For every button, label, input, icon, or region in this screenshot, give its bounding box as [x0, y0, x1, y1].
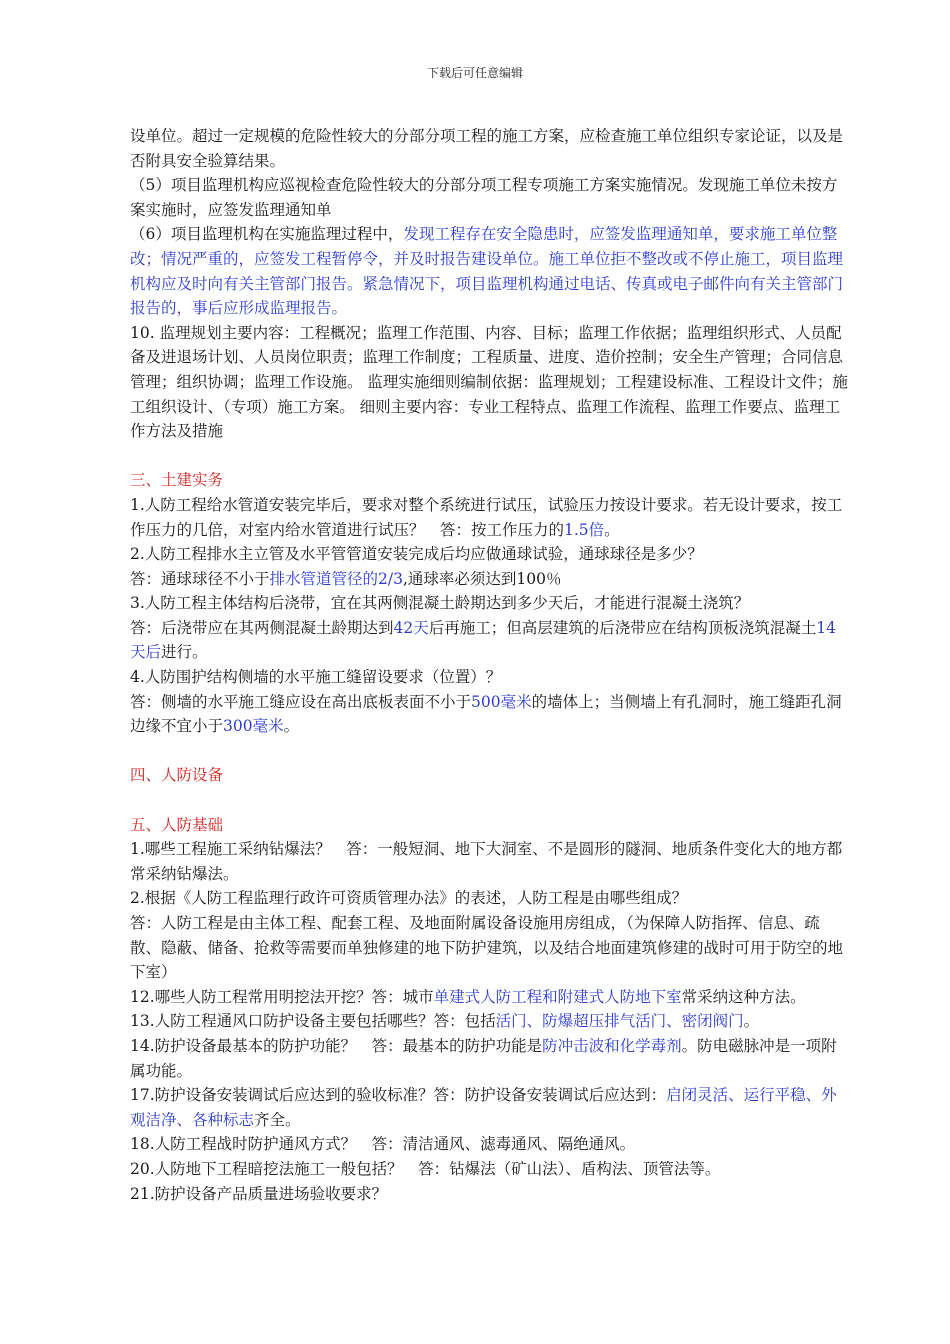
text: 17.防护设备安装调试后应达到的验收标准？答：防护设备安装调试后应达到：	[130, 1086, 667, 1105]
paragraph-item-5: （5）项目监理机构应巡视检查危险性较大的分部分项工程专项施工方案实施情况。发现施工单位未按方案实施时，应签发监理通知单	[130, 176, 838, 219]
basics-item-18: 18.人防工程战时防护通风方式？ 答：清洁通风、滤毒通风、隔绝通风。	[130, 1135, 636, 1154]
document-body	[130, 124, 850, 1206]
basics-item-12	[130, 985, 850, 1010]
text: ,通球率必须达到100％	[402, 569, 562, 588]
text: 。防电磁脉冲是一项附属功能。	[130, 1036, 837, 1080]
section-heading-equipment: 四、人防设备	[130, 766, 224, 785]
highlight-text: 42天	[393, 618, 429, 637]
basics-item-17	[130, 1083, 850, 1132]
text: 答：通球球径不小于	[130, 569, 270, 588]
text: 齐全。	[254, 1110, 301, 1129]
text: 。	[604, 520, 620, 539]
text: 答：侧墙的水平施工缝应设在高出底板表面不小于	[130, 692, 472, 711]
text: 的墙体上；当侧墙上有孔洞时，施工缝距孔洞边缘不宜小于	[130, 692, 842, 736]
basics-item-2: 2.根据《人防工程监理行政许可资质管理办法》的表述，人防工程是由哪些组成？	[130, 889, 688, 908]
paragraph-item-6	[130, 222, 850, 320]
highlight-text: 500毫米	[471, 692, 532, 711]
question-3: 3.人防工程主体结构后浇带，宜在其两侧混凝土龄期达到多少天后，才能进行混凝土浇筑？	[130, 594, 750, 613]
text: 后再施工；但高层建筑的后浇带应在结构顶板浇筑混凝土	[428, 618, 817, 637]
highlight-text: 排水管道管径的2/3	[269, 569, 403, 588]
text: 常采纳这种方法。	[681, 987, 806, 1006]
highlight-text: 启闭灵活、运行平稳、外观洁净、各种标志	[130, 1086, 837, 1129]
page-header: 下载后可任意编辑	[426, 66, 523, 80]
basics-item-21: 21.防护设备产品质量进场验收要求？	[130, 1184, 388, 1203]
section-heading-basics: 五、人防基础	[130, 815, 224, 834]
answer-2	[130, 567, 850, 592]
highlight-text: 防冲击波和化学毒剂	[542, 1036, 682, 1055]
text: （6）项目监理机构在实施监理过程中，	[130, 225, 404, 244]
text: 。	[743, 1012, 760, 1031]
highlight-text: 发现工程存在安全隐患时，应签发监理通知单，要求施工单位整改；情况严重的，应签发工程暂停令，并及时报告建设单位。施工单位拒不整改或不停止施工，项目监理机构应及时向有关主管部门报告。紧急情况下，项目监理机构通过电话、传真或电子邮件向有关主管部门报告的，事后应形成监理报告。	[130, 225, 844, 318]
question-4: 4.人防围护结构侧墙的水平施工缝留设要求（位置）？	[130, 668, 502, 687]
text: 1.人防工程给水管道安装完毕后，要求对整个系统进行试压，试验压力按设计要求。若无设计要求，按工作压力的几倍，对室内给水管道进行试压？ 答：按工作压力的	[130, 495, 843, 539]
basics-item-1: 1.哪些工程施工采纳钻爆法？ 答：一般短洞、地下大洞室、不是圆形的隧洞、地质条件变化大的地方都常采纳钻爆法。	[130, 840, 843, 883]
basics-item-2-answer: 答：人防工程是由主体工程、配套工程、及地面附属设备设施用房组成，（为保障人防指挥、信息、疏散、隐蔽、储备、抢救等需要而单独修建的地下防护建筑，以及结合地面建筑修建的战时可用于防空的地下室）	[130, 914, 844, 982]
question-1	[130, 493, 850, 542]
answer-4	[130, 690, 850, 739]
highlight-text: 14天后	[130, 618, 836, 662]
question-2: 2.人防工程排水主立管及水平管管道安装完成后均应做通球试验，通球球径是多少？	[130, 545, 703, 564]
highlight-text: 1.5倍	[564, 520, 605, 539]
basics-item-20: 20.人防地下工程暗挖法施工一般包括？ 答：钻爆法（矿山法）、盾构法、顶管法等。	[130, 1159, 721, 1178]
paragraph-review-plan: 设单位。超过一定规模的危险性较大的分部分项工程的施工方案，应检查施工单位组织专家论证，以及是否附具安全验算结果。	[130, 127, 844, 170]
text: 进行。	[161, 643, 208, 662]
highlight-text: 单建式人防工程和附建式人防地下室	[433, 987, 682, 1006]
text: 13.人防工程通风口防护设备主要包括哪些？答：包括	[130, 1012, 496, 1031]
basics-item-14	[130, 1034, 850, 1083]
section-heading-civil: 三、土建实务	[130, 471, 224, 490]
text: 答：后浇带应在其两侧混凝土龄期达到	[130, 618, 394, 637]
text: 14.防护设备最基本的防护功能？ 答：最基本的防护功能是	[130, 1036, 543, 1055]
paragraph-item-10: 10. 监理规划主要内容：工程概况；监理工作范围、内容、目标；监理工作依据；监理组织形式、人员配备及进退场计划、人员岗位职责；监理工作制度；工程质量、进度、造价控制；安全生产管理；合同信息管理；组织协调；监理工作设施。 监理实施细则编制依据：监理规划；工程建设标准、工程设计文件；施工组织设计、（专项）施工方案。 细则主要内容：专业工程特点、监理工作流程、监理工作要点、监理工作方法及措施	[130, 323, 848, 441]
answer-3	[130, 616, 850, 665]
text: 。	[283, 717, 300, 736]
highlight-text: 300毫米	[223, 717, 284, 736]
text: 12.哪些人防工程常用明挖法开挖？答：城市	[130, 987, 434, 1006]
highlight-text: 活门、防爆超压排气活门、密闭阀门	[495, 1012, 744, 1031]
basics-item-13	[130, 1009, 850, 1034]
